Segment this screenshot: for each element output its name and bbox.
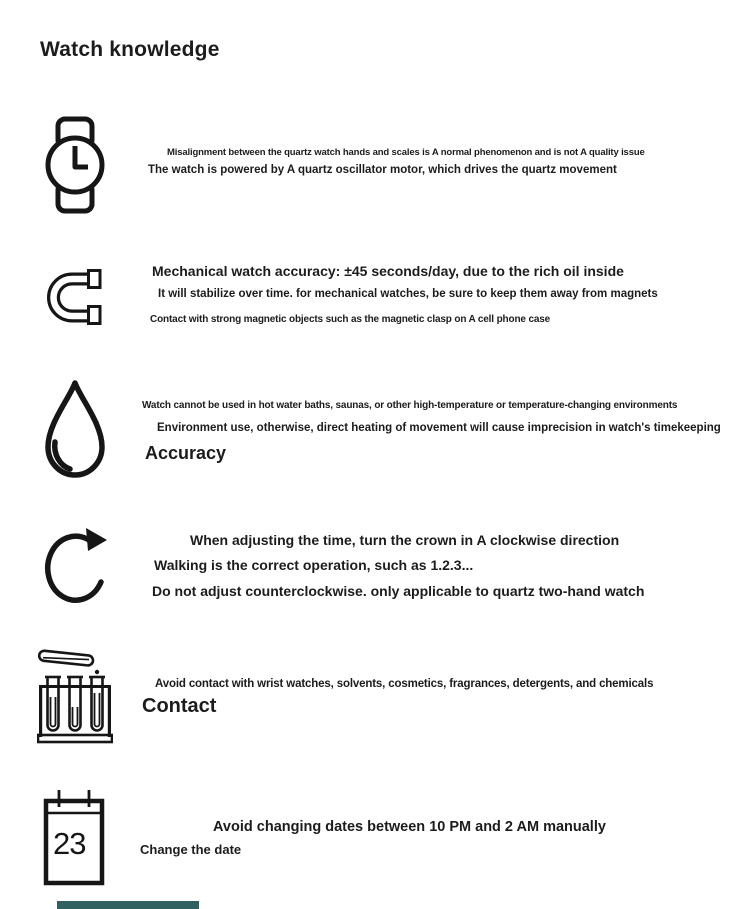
date-sub-line: Change the date <box>140 842 242 857</box>
bottom-accent-bar <box>57 901 199 909</box>
wristwatch-icon <box>44 116 106 214</box>
accuracy-heading: Accuracy <box>145 443 227 463</box>
magnet-note-line: Contact with strong magnetic objects such as the magnetic clasp on A cell phone case <box>150 314 551 325</box>
page-title: Watch knowledge <box>40 38 220 61</box>
crown-main-line: When adjusting the time, turn the crown in A clockwise direction <box>190 532 620 548</box>
magnet-sub-line: It will stabilize over time. for mechanical watches, be sure to keep them away from magnets <box>158 288 658 300</box>
test-tubes-icon <box>37 645 113 745</box>
calendar-day-number: 23 <box>53 826 86 861</box>
quartz-main-line: The watch is powered by A quartz oscillator motor, which drives the quartz movement <box>148 164 617 176</box>
crown-sub-line: Walking is the correct operation, such as 1.2.3... <box>154 557 474 573</box>
water-drop-icon <box>42 379 108 478</box>
quartz-note-line: Misalignment between the quartz watch hands and scales is A normal phenomenon and is not A quality issue <box>167 147 645 158</box>
temperature-sub-line: Environment use, otherwise, direct heating of movement will cause imprecision in watch's timekeeping <box>157 422 721 434</box>
contact-heading: Contact <box>142 695 217 717</box>
chemical-note-line: Avoid contact with wrist watches, solvents, cosmetics, fragrances, detergents, and chemicals <box>155 678 654 690</box>
clockwise-arrow-icon <box>43 528 109 608</box>
magnet-main-line: Mechanical watch accuracy: ±45 seconds/day, due to the rich oil inside <box>152 263 624 279</box>
magnet-icon <box>42 267 104 327</box>
temperature-note-line: Watch cannot be used in hot water baths, saunas, or other high-temperature or temperature-changing environments <box>142 400 678 411</box>
date-main-line: Avoid changing dates between 10 PM and 2 AM manually <box>213 819 606 835</box>
crown-note-line: Do not adjust counterclockwise. only applicable to quartz two-hand watch <box>152 583 645 599</box>
